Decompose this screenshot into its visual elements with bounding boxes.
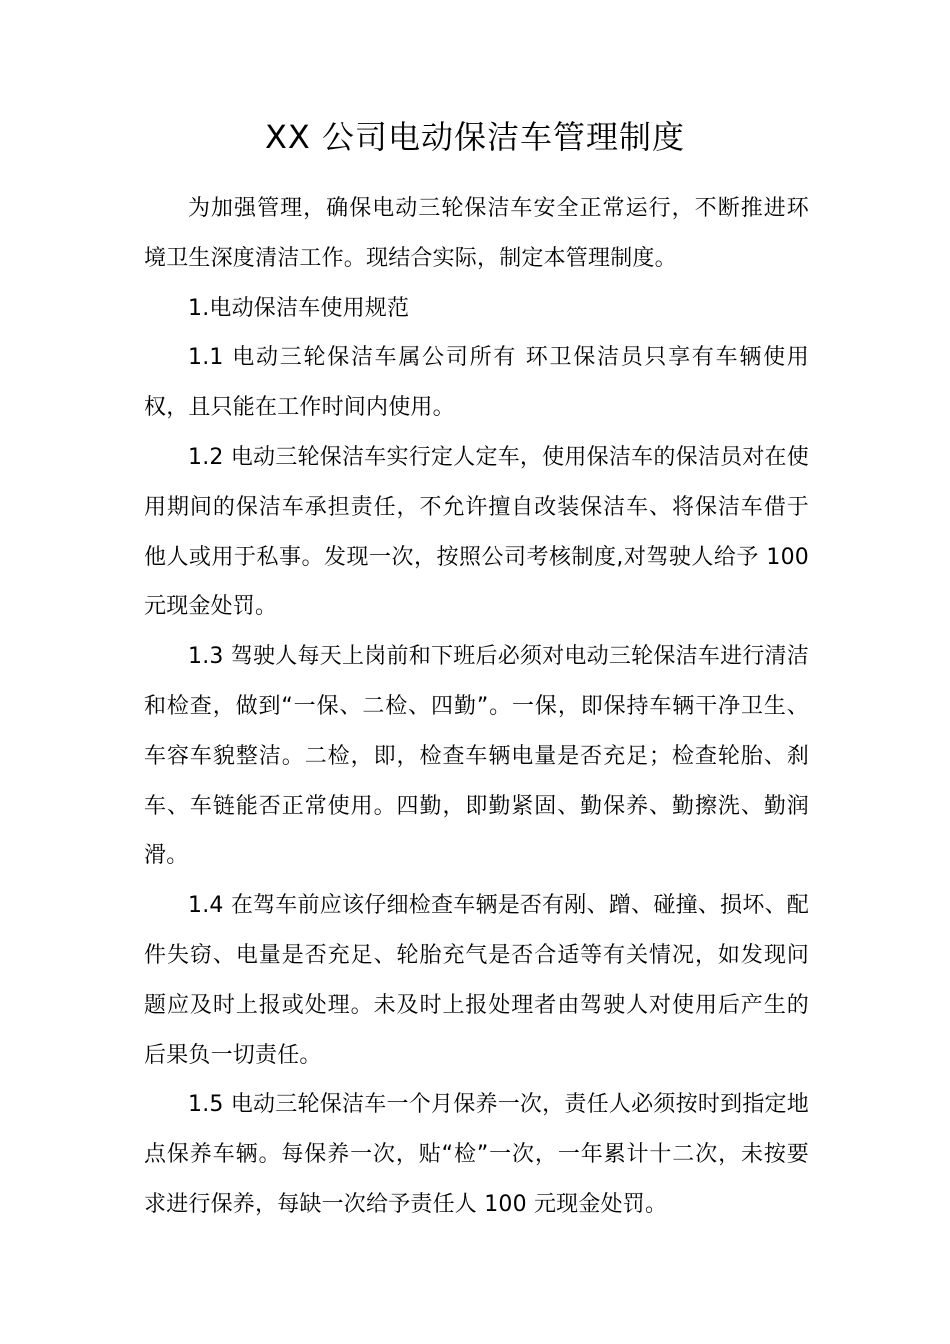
document-title: XX 公司电动保洁车管理制度 — [264, 118, 686, 156]
paragraph-1-4: 1.4 在驾车前应该仔细检查车辆是否有剐、蹭、碰撞、损坏、配件失窃、电量是否充足、轮胎充气是否合适等有关情况，如发现问题应及时上报或处理。未及时上报处理者由驾驶人对使用后产生的后果负一切责任。 — [144, 893, 809, 1068]
document-body — [144, 184, 809, 1230]
paragraph-1-3: 1.3 驾驶人每天上岗前和下班后必须对电动三轮保洁车进行清洁和检查，做到“一保、二检、四勤”。一保，即保持车辆干净卫生、车容车貌整洁。二检，即，检查车辆电量是否充足；检查轮胎、刹车、车链能否正常使用。四勤，即勤紧固、勤保养、勤擦洗、勤润滑。 — [144, 644, 809, 869]
section-heading-1: 1.电动保洁车使用规范 — [188, 295, 410, 321]
paragraph-intro: 为加强管理，确保电动三轮保洁车安全正常运行，不断推进环境卫生深度清洁工作。现结合实际，制定本管理制度。 — [144, 196, 809, 271]
paragraph-1-2: 1.2 电动三轮保洁车实行定人定车，使用保洁车的保洁员对在使用期间的保洁车承担责任，不允许擅自改装保洁车、将保洁车借于他人或用于私事。发现一次，按照公司考核制度,对驾驶人给予 100 元现金处罚。 — [144, 444, 809, 620]
paragraph-1-5: 1.5 电动三轮保洁车一个月保养一次，责任人必须按时到指定地点保养车辆。每保养一次，贴“检”一次，一年累计十二次，未按要求进行保养，每缺一次给予责任人 100 元现金处罚。 — [144, 1092, 809, 1217]
paragraph-1-1: 1.1 电动三轮保洁车属公司所有 环卫保洁员只享有车辆使用权，且只能在工作时间内使用。 — [144, 345, 809, 421]
